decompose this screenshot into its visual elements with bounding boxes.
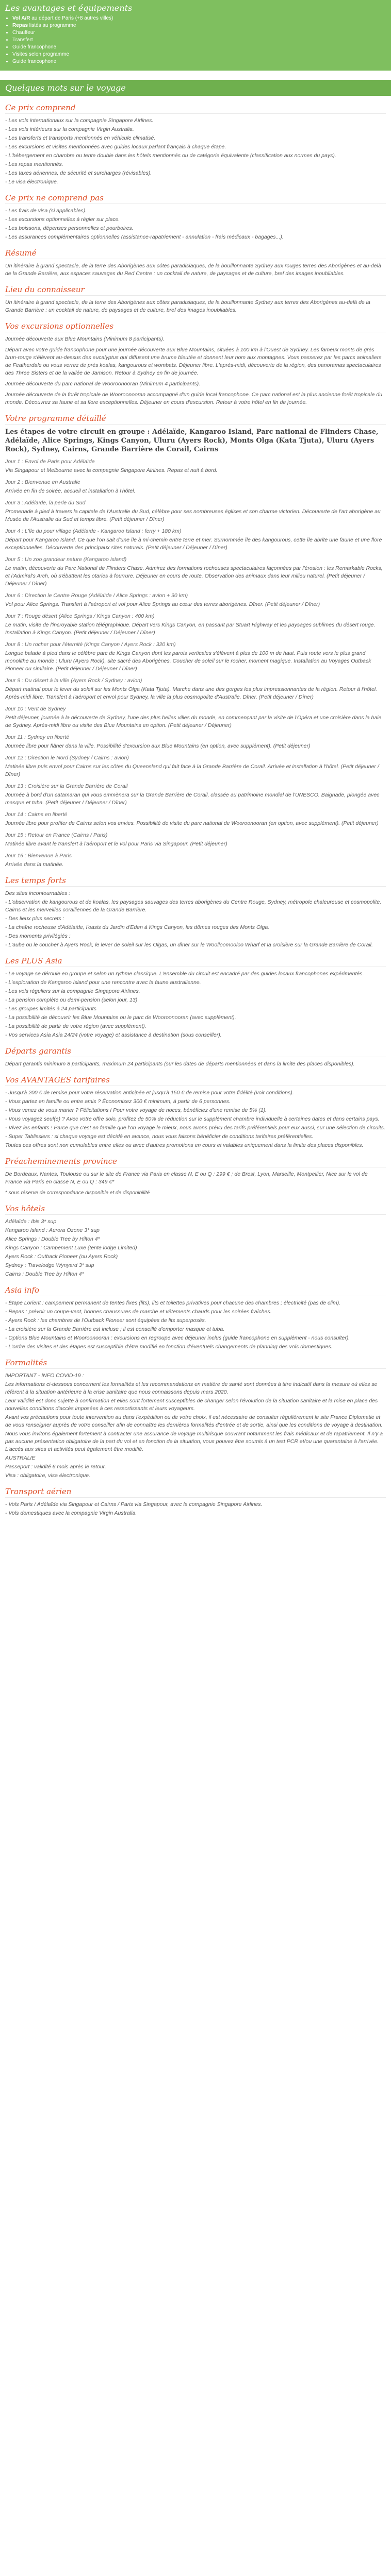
price-advantages-line: - Vous venez de vous marier ? Félicitations ! Pour votre voyage de noces, bénéficiez d'une remise de 5% (1). <box>5 1107 267 1113</box>
day-title: Jour 12 : Direction le Nord (Sydney / Cairns : avion) <box>5 755 129 761</box>
inclusions-band <box>0 0 391 71</box>
section-title-programme: Votre programme détaillé <box>5 415 386 425</box>
price-advantages-line: - Vivez les enfants ! Parce que c'est en famille que l'on voyage le mieux, nous avons prévu des tarifs préférentiels pour eux aussi, sur une sélection de circuits. <box>5 1125 385 1131</box>
formalities-line: AUSTRALIE <box>5 1455 36 1461</box>
formalities-line: IMPORTANT - INFO COVID-19 : <box>5 1372 84 1379</box>
highlights-line: Des sites incontournables : <box>5 890 71 896</box>
price-includes-line: - Les excursions et visites mentionnées avec guides locaux parlant français à chaque étape. <box>5 144 226 150</box>
highlights-line: - La chaîne rocheuse d'Adélaïde, l'oasis du Jardin d'Eden à Kings Canyon, les dômes rouges des Monts Olga. <box>5 924 270 930</box>
day-description: Journée à bord d'un catamaran qui vous emmènera sur la Grande Barrière de Corail, classée au patrimoine mondial de l'UNESCO. Baignade, plongée avec masque et tuba. (Petit déjeuner / Déjeuner / Dîner) <box>5 792 380 806</box>
section-title-air-transport: Transport aérien <box>5 1488 386 1498</box>
section-title-optional-excursions: Vos excursions optionnelles <box>5 323 386 332</box>
day-title: Jour 9 : Du désert à la ville (Ayers Rock / Sydney : avion) <box>5 677 142 684</box>
hotel-line: Ayers Rock : Outback Pioneer (ou Ayers Rock) <box>5 1253 118 1260</box>
asia-plus-list <box>5 970 386 1039</box>
price-includes-line: - L'hébergement en chambre ou tente double dans les hôtels mentionnés ou de catégorie équivalente (classification aux normes du pays). <box>5 152 336 159</box>
day-title: Jour 1 : Envol de Paris pour Adélaïde <box>5 459 95 465</box>
day-title: Jour 2 : Bienvenue en Australie <box>5 479 80 485</box>
hotel-line: Adélaïde : Ibis 3* sup <box>5 1218 57 1225</box>
section-title-highlights: Les temps forts <box>5 877 386 887</box>
day-title: Jour 4 : L'île du pour village (Adélaïde - Kangaroo Island : ferry + 180 km) <box>5 528 182 534</box>
asia-plus-line: - La possibilité de partir de votre région (avec supplément). <box>5 1023 146 1029</box>
day-description: Départ pour Kangaroo Island. Ce que l'on sait d'une île à mi-chemin entre terre et mer. Surnommée île des kangourous, cette île abrite une faune et une flore exceptionnelles. Découverte des principaux sites naturels. (Petit déjeuner / Déjeuner / Dîner) <box>5 537 382 551</box>
price-advantages-line: - Vous voyagez seul(e) ? Avec votre offre solo, profitez de 50% de réduction sur le supplément chambre individuelle à certaines dates et dans certains pays. <box>5 1116 380 1122</box>
section-title-price-advantages: Vos AVANTAGES tarifaires <box>5 1076 386 1086</box>
excursion-text: Journée découverte du parc national de Wooroonooran (Minimum 4 participants). <box>5 381 201 387</box>
highlights-line: - L'observation de kangourous et de koalas, les paysages sauvages des terres aborigènes du Centre Rouge, Sydney, métropole chaleureuse et cosmopolite, Cairns et les merveilles coralliennes de la Grande Barrière. <box>5 899 382 913</box>
section-title-province-connections: Préacheminements province <box>5 1158 386 1167</box>
day-title: Jour 14 : Cairns en liberté <box>5 811 68 818</box>
summary-text: Un itinéraire à grand spectacle, de la terre des Aborigènes aux côtes paradisiaques, de la bouillonnante Sydney aux rouges terres des Aborigènes et au-delà de la Grande Barrière, aux espaces sauvages du Red Centre : un cocktail de nature, de paysages et de culture, bref des images inoubliables. <box>5 263 381 277</box>
day-title: Jour 3 : Adélaïde, la perle du Sud <box>5 500 86 506</box>
day-description: Arrivée dans la matinée. <box>5 861 64 868</box>
day-title: Jour 6 : Direction le Centre Rouge (Adélaïde / Alice Springs : avion + 30 km) <box>5 592 188 599</box>
hotel-line: Sydney : Travelodge Wynyard 3* sup <box>5 1262 94 1268</box>
day-description: Journée libre pour profiter de Cairns selon vos envies. Possibilité de visite du parc national de Wooroonooran (en option, avec supplément). (Petit déjeuner) <box>5 820 379 826</box>
asia-plus-line: - Vos services Asia Asia 24/24 (votre voyage) et assistance à destination (sous conseiller). <box>5 1032 222 1038</box>
content <box>0 104 391 1517</box>
price-advantages-line: - Super Tablissiers : si chaque voyage est décidé en avance, nous vous faisons bénéficier de conditions tarifaires préférentielles. <box>5 1133 314 1140</box>
province-connections-text: De Bordeaux, Nantes, Toulouse ou sur le site de France via Paris en classe N, E ou Q : 299 € ; de Brest, Lyon, Marseille, Montpellier, Nice sur le vol de France via Paris en classe N, E ou Q : 349 €* <box>5 1171 368 1185</box>
formalities-line: Passeport : validité 6 mois après le retour. <box>5 1464 106 1470</box>
inclusion-item: • Repas listés au programme <box>12 22 386 29</box>
inclusion-item: • Visites selon programme <box>12 51 386 58</box>
price-includes-line: - Le visa électronique. <box>5 179 58 185</box>
inclusions-title: Les avantages et équipements <box>5 3 133 13</box>
price-excludes-list <box>5 207 386 241</box>
day-title: Jour 5 : Un zoo grandeur nature (Kangaroo Island) <box>5 556 127 563</box>
asia-info-line: - Options Blue Mountains et Wooroonooran : excursions en regroupe avec déjeuner inclus (guide francophone en supplément - nous consulter). <box>5 1335 350 1341</box>
asia-plus-line: - Le voyage se déroule en groupe et selon un rythme classique. L'ensemble du circuit est encadré par des guides locaux francophones expérimentés. <box>5 971 364 977</box>
inclusions-list <box>5 15 386 65</box>
inclusion-item: • Chauffeur <box>12 29 386 37</box>
day-description: Via Singapour et Melbourne avec la compagnie Singapore Airlines. Repas et nuit à bord. <box>5 467 218 473</box>
formalities-list <box>5 1372 386 1480</box>
price-advantages-line: - Jusqu'à 200 € de remise pour votre réservation anticipée et jusqu'à 150 € de remise pour votre fidélité (voir conditions). <box>5 1090 294 1096</box>
day-title: Jour 15 : Retour en France (Cairns / Paris) <box>5 832 108 838</box>
excursion-text: Journée découverte de la forêt tropicale de Wooroonooran accompagné d'un guide local francophone. Ce parc national est la plus ancienne forêt tropicale du monde. Découvrez sa faune et sa flore exceptionnelles. Déjeuner en cours d'excursion. Retour à votre hôtel en fin de journée. <box>5 392 383 405</box>
air-transport-line: - Vols Paris / Adélaïde via Singapour et Cairns / Paris via Singapour, avec la compagnie Singapore Airlines. <box>5 1501 263 1507</box>
air-transport-line: - Vols domestiques avec la compagnie Virgin Australia. <box>5 1510 137 1516</box>
formalities-line: Visa : obligatoire, visa électronique. <box>5 1472 90 1479</box>
day-title: Jour 13 : Croisière sur la Grande Barrière de Corail <box>5 783 128 789</box>
asia-plus-line: - Les groupes limités à 24 participants <box>5 1006 96 1012</box>
inclusion-item: • Guide francophone <box>12 58 386 65</box>
excursion-text: Départ avec votre guide francophone pour une journée découverte aux Blue Mountains, situées à 100 km à l'Ouest de Sydney. Les fameux monts de grès brun-rouge s'élèvent au-dessus des eucalyptus qui diffusent une brume bleutée et donnent leur nom aux montagnes. Vous passerez par les parcs animaliers de Featherdale ou vous verrez de près koalas, kangourous et wombats. Déjeuner libre. L'après-midi, découverte de la région, des panoramas spectaculaires des Three Sisters et de la vallée de Jamison. Retour à Sydney en fin de journée. <box>5 347 382 376</box>
price-excludes-line: - Les boissons, dépenses personnelles et pourboires. <box>5 225 134 231</box>
highlights-line: - L'aube ou le coucher à Ayers Rock, le lever de soleil sur les Olgas, un dîner sur le Woolloomooloo Wharf et la croisière sur la Grande Barrière de Corail. <box>5 942 373 948</box>
day-title: Jour 7 : Rouge désert (Alice Springs / Kings Canyon : 400 km) <box>5 613 155 619</box>
formalities-line: Leur validité est donc sujette à confirmation et elles sont fortement susceptibles de changer selon l'évolution de la situation sanitaire et la mise en place des nouvelles conditions d'accès imposées à ces ressortissants et leurs voyageurs. <box>5 1398 378 1412</box>
air-transport-list <box>5 1501 386 1517</box>
inclusion-item: • Guide francophone <box>12 44 386 51</box>
connoisseur-text: Un itinéraire à grand spectacle, de la terre des Aborigènes aux côtes paradisiaques, de la bouillonnante Sydney aux terres des Aborigènes au-delà de la Grande Barrière : un cocktail de nature, de paysages et de culture, bref des images inoubliables. <box>5 299 370 313</box>
asia-info-list <box>5 1299 386 1351</box>
price-includes-line: - Les taxes aériennes, de sécurité et surcharges (révisables). <box>5 170 152 176</box>
price-includes-line: - Les repas mentionnés. <box>5 161 63 167</box>
day-description: Arrivée en fin de soirée, accueil et installation à l'hôtel. <box>5 488 136 494</box>
section-title-summary: Résumé <box>5 249 386 259</box>
itinerary-headline: Les étapes de votre circuit en groupe : Adélaïde, Kangaroo Island, Parc national de Flinders Chase, Adélaïde, Alice Springs, Kings Canyon, Uluru (Ayers Rock), Monts Olga (Kata Tjuta), Uluru (Ayers Rock), Sydney, Cairns, Grande Barrière de Corail, Cairns <box>5 428 379 453</box>
day-description: Matinée libre avant le transfert à l'aéroport et le vol pour Paris via Singapour. (Petit déjeuner) <box>5 841 227 847</box>
asia-plus-line: - Les vols réguliers sur la compagnie Singapore Airlines. <box>5 988 140 994</box>
day-description: Matinée libre puis envol pour Cairns sur les côtes du Queensland qui fait face à la Grande Barrière de Corail. Arrivée et installation à l'hôtel. (Petit déjeuner / Dîner) <box>5 764 379 777</box>
price-advantages-line: - Vous partez en famille ou entre amis ? Économisez 300 € minimum, à partir de 6 personnes. <box>5 1098 231 1105</box>
inclusion-item: • Transfert <box>12 37 386 44</box>
asia-info-line: - Étape Lorient : campement permanent de tentes fixes (lits), lits et toilettes privatives pour chacune des chambres ; électricité (pas de clim). <box>5 1300 341 1306</box>
asia-plus-line: - La pension complète ou demi-pension (selon jour, 13) <box>5 997 138 1003</box>
price-includes-list <box>5 117 386 186</box>
quick-words-title: Quelques mots sur le voyage <box>5 83 126 93</box>
asia-plus-line: - La possibilité de découvrir les Blue Mountains ou le parc de Wooroonooran (avec supplément). <box>5 1014 236 1021</box>
price-includes-line: - Les vols intérieurs sur la compagnie Virgin Australia. <box>5 126 134 132</box>
day-description: Départ matinal pour le lever du soleil sur les Monts Olga (Kata Tjuta). Marche dans une des gorges les plus impressionnantes de la région. Retour à l'hôtel. Après-midi libre. Transfert à l'aéroport et envol pour Sydney, la ville la plus cosmopolite d'Australie. Dîner. (Petit déjeuner / Dîner) <box>5 686 378 700</box>
quick-words-band <box>0 80 391 96</box>
inclusion-item: • Vol A/R au départ de Paris (+8 autres villes) <box>12 15 386 22</box>
section-title-formalities: Formalités <box>5 1359 386 1369</box>
asia-info-line: - Ayers Rock : les chambres de l'Outback Pioneer sont équipées de lits superposés. <box>5 1317 206 1324</box>
asia-info-line: - La croisière sur la Grande Barrière est incluse ; il est conseillé d'emporter masque et tuba. <box>5 1326 225 1332</box>
price-advantages-line: Toutes ces offres sont non cumulables entre elles ou avec d'autres promotions en cours et valables uniquement dans la limite des places disponibles. <box>5 1142 364 1148</box>
formalities-line: Avant vos précautions pour toute intervention au dans l'expédition ou de votre choix, il est nécessaire de consulter régulièrement le site France Diplomatie et de vous renseigner auprès de votre conseiller afin de connaître les dernières formalités d'entrée et de sortie, ainsi que les conditions de voyage à destination. <box>5 1414 383 1428</box>
day-description: Journée libre pour flâner dans la ville. Possibilité d'excursion aux Blue Mountains (en option, avec supplément). (Petit déjeuner) <box>5 743 311 749</box>
formalities-line: Nous vous invitons également fortement à contracter une assurance de voyage multirisque couvrant notamment les frais médicaux et de rapatriement. Il n'y a pas aucune présentation obligatoire de la part du vol et en fonction de la situation, vous pouvez être soumis à un test PCR et/ou une quarantaine à l'arrivée. L'accès aux sites et activités peut également être modifié. <box>5 1431 383 1452</box>
hotel-line: Kings Canyon : Campement Luxe (tente lodge Limited) <box>5 1245 137 1251</box>
highlights-line: - Des lieux plus secrets : <box>5 916 64 922</box>
hotel-line: Cairns : Double Tree by Hilton 4* <box>5 1271 84 1277</box>
price-excludes-line: - Les assurances complémentaires optionnelles (assistance-rapatriement - annulation - frais médicaux - bagages...). <box>5 234 284 240</box>
day-description: Petit déjeuner, journée à la découverte de Sydney, l'une des plus belles villes du monde, en commençant par la visite de l'Opéra et une croisière dans la baie de Sydney. Après-midi libre ou visite des Blue Mountains en option. (Petit déjeuner / Déjeuner) <box>5 715 382 728</box>
section-title-price-excludes: Ce prix ne comprend pas <box>5 194 386 204</box>
day-title: Jour 10 : Vent de Sydney <box>5 706 66 712</box>
guaranteed-departures-text: Départ garantis minimum 8 participants, maximum 24 participants (sur les dates de départs mentionnées et dans la limite des places disponibles). <box>5 1061 355 1067</box>
asia-info-line: - L'ordre des visites et des étapes est susceptible d'être modifié en fonction d'éventuels changements de planning des vols domestiques. <box>5 1344 333 1350</box>
section-title-hotels: Vos hôtels <box>5 1205 386 1215</box>
highlights-line: - Des moments privilégiés : <box>5 933 71 939</box>
formalities-line: Les informations ci-dessous concernent les formalités et les recommandations en matière de santé sont données à titre indicatif dans la mesure où elles se réfèrent à la situation antérieure à la crise sanitaire que nous connaissons depuis mars 2020. <box>5 1381 378 1395</box>
highlights-list <box>5 890 386 949</box>
hotels-list <box>5 1218 386 1278</box>
hotel-line: Kangaroo Island : Aurora Ozone 3* sup <box>5 1227 100 1233</box>
section-title-asia-info: Asia info <box>5 1286 386 1296</box>
day-description: Promenade à pied à travers la capitale de l'Australie du Sud, célèbre pour ses nombreuses églises et son charme victorien. Découverte de l'art aborigène au Musée de l'Australie du Sud et temps libre. (Petit déjeuner / Dîner) <box>5 509 381 522</box>
price-includes-line: - Les vols internationaux sur la compagnie Singapore Airlines. <box>5 117 154 124</box>
day-description: Le matin, découverte du Parc National de Flinders Chase. Admirez des formations rocheuses spectaculaires façonnées par l'érosion : les Remarkable Rocks, et l'Admiral's Arch, où s'ébattent les otaries à fourrure. Déjeuner en cours de route. Observation des animaux dans leur milieu naturel. (Petit déjeuner / Déjeuner / Dîner) <box>5 565 383 587</box>
asia-plus-line: - L'exploration de Kangaroo Island pour une rencontre avec la faune australienne. <box>5 979 201 986</box>
day-title: Jour 16 : Bienvenue à Paris <box>5 853 72 859</box>
section-title-price-includes: Ce prix comprend <box>5 104 386 114</box>
day-description: Le matin, visite de l'incroyable station télégraphique. Départ vers Kings Canyon, en passant par Stuart Highway et les paysages sublimes du désert rouge. Installation à Kings Canyon. (Petit déjeuner / Déjeuner / Dîner) <box>5 622 376 636</box>
section-title-asia-plus: Les PLUS Asia <box>5 957 386 967</box>
province-connections-note: * sous réserve de correspondance disponible et de disponibilité <box>5 1190 150 1196</box>
section-title-connoisseur: Lieu du connaisseur <box>5 286 386 296</box>
excursion-text: Journée découverte aux Blue Mountains (Minimum 8 participants). <box>5 336 165 342</box>
day-title: Jour 11 : Sydney en liberté <box>5 734 70 740</box>
section-title-guaranteed-departures: Départs garantis <box>5 1047 386 1057</box>
price-advantages-list <box>5 1089 386 1149</box>
price-excludes-line: - Les frais de visa (si applicables). <box>5 208 87 214</box>
price-excludes-line: - Les excursions optionnelles à régler sur place. <box>5 216 120 223</box>
hotel-line: Alice Springs : Double Tree by Hilton 4* <box>5 1236 100 1242</box>
day-list <box>5 458 386 869</box>
day-title: Jour 8 : Un rocher pour l'éternité (Kings Canyon / Ayers Rock : 320 km) <box>5 641 176 648</box>
day-description: Longue balade à pied dans le célèbre parc de Kings Canyon dont les parois verticales s'élèvent à plus de 100 m de haut. Puis route vers le plus grand monolithe au monde : Uluru (Ayers Rock), site sacré des Aborigènes. Coucher de soleil sur le rocher, moment magique. Installation au Voyages Outback Pioneer ou similaire. (Petit déjeuner / Déjeuner / Dîner) <box>5 650 371 672</box>
asia-info-line: - Repas : prévoir un coupe-vent, bonnes chaussures de marche et vêtements chauds pour les soirées fraîches. <box>5 1309 272 1315</box>
price-includes-line: - Les transferts et transports mentionnés en véhicule climatisé. <box>5 135 156 141</box>
day-description: Vol pour Alice Springs. Transfert à l'aéroport et vol pour Alice Springs au cœur des terres aborigènes. Dîner. (Petit déjeuner / Dîner) <box>5 601 320 607</box>
